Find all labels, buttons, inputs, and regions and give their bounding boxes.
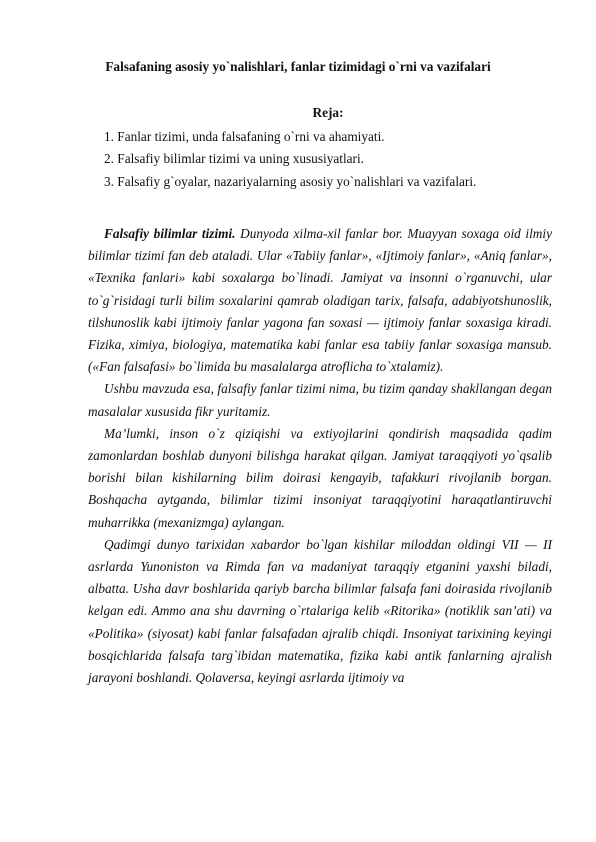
- paragraph: [88, 423, 552, 534]
- paragraph-text: Ma’lumki, inson o`z qiziqishi va extiyojlarini qondirish maqsadida qadim zamonlardan boshlab dunyoni bilishga harakat qilgan. Jamiyat taraqqiyoti yo`qsalib borishi bilan kishilarning bilim doirasi kengayib, tafakkuri rivojlanib borgan. Boshqacha aytganda, bilimlar tizimi insoniyat taraqqiyotini haraqatlantiruvchi muharrikka (mexanizmga) aylangan.: [88, 425, 552, 530]
- body-text: [88, 223, 552, 689]
- paragraph: [88, 378, 552, 422]
- plan-item: 1. Fanlar tizimi, unda falsafaning o`rni va ahamiyati.: [104, 129, 385, 144]
- plan-heading: Reja:: [312, 105, 344, 120]
- paragraph-text: Dunyoda xilma-xil fanlar bor. Muayyan soxaga oid ilmiy bilimlar tizimi fan deb ataladi. Ular «Tabiiy fanlar», «Ijtimoiy fanlar», «Aniq fanlar», «Texnika fanlari» kabi soxalarga bo`linadi. Jamiyat va insonni o`rganuvchi, ular to`g`risidagi turli bilim soxalarini qamrab oladigan tarix, falsafa, adabiyotshunoslik, tilshunoslik kabi ijtimoiy fanlar yagona fan soxasi — ijtimoiy fanlar soxasiga kiradi. Fizika, ximiya, biologiya, matematika kabi fanlar esa tabiiy fanlar soxasiga mansub. («Fan falsafasi» bo`limida bu masalalarga atroflicha to`xtalamiz).: [88, 226, 553, 375]
- paragraph-text: Ushbu mavzuda esa, falsafiy fanlar tizimi nima, bu tizim qanday shakllangan degan masalalar xususida fikr yuritamiz.: [88, 381, 552, 419]
- paragraph: [88, 534, 552, 689]
- document-title: Falsafaning asosiy yo`nalishlari, fanlar tizimidagi o`rni va vazifalari: [105, 59, 491, 74]
- plan-item: 3. Falsafiy g`oyalar, nazariyalarning asosiy yo`nalishlari va vazifalari.: [104, 173, 477, 189]
- paragraph: [88, 223, 552, 378]
- paragraph-text: Qadimgi dunyo tarixidan xabardor bo`lgan kishilar miloddan oldingi VII — II asrlarda Yunoniston va Rimda fan va madaniyat taraqqiy etganini yaxshi biladi, albatta. Usha davr boshlarida qariyb barcha bilimlar falsafa fani doirasida rivojlanib kelgan edi. Ammo ana shu davrning o`rtalariga kelib «Ritorika» (notiklik san’ati) va «Politika» (siyosat) kabi fanlar falsafadan ajralib chiqdi. Insoniyat tarixining keyingi bosqichlarida falsafa targ`ibidan matematika, fizika kabi antik fanlarning ajralish jarayoni boshlandi. Qolaversa, keyingi asrlarda ijtimoiy va: [88, 536, 552, 686]
- paragraph-lead: Falsafiy bilimlar tizimi.: [104, 226, 236, 241]
- plan-item: 2. Falsafiy bilimlar tizimi va uning xususiyatlari.: [104, 151, 364, 167]
- plan-list: [104, 126, 476, 193]
